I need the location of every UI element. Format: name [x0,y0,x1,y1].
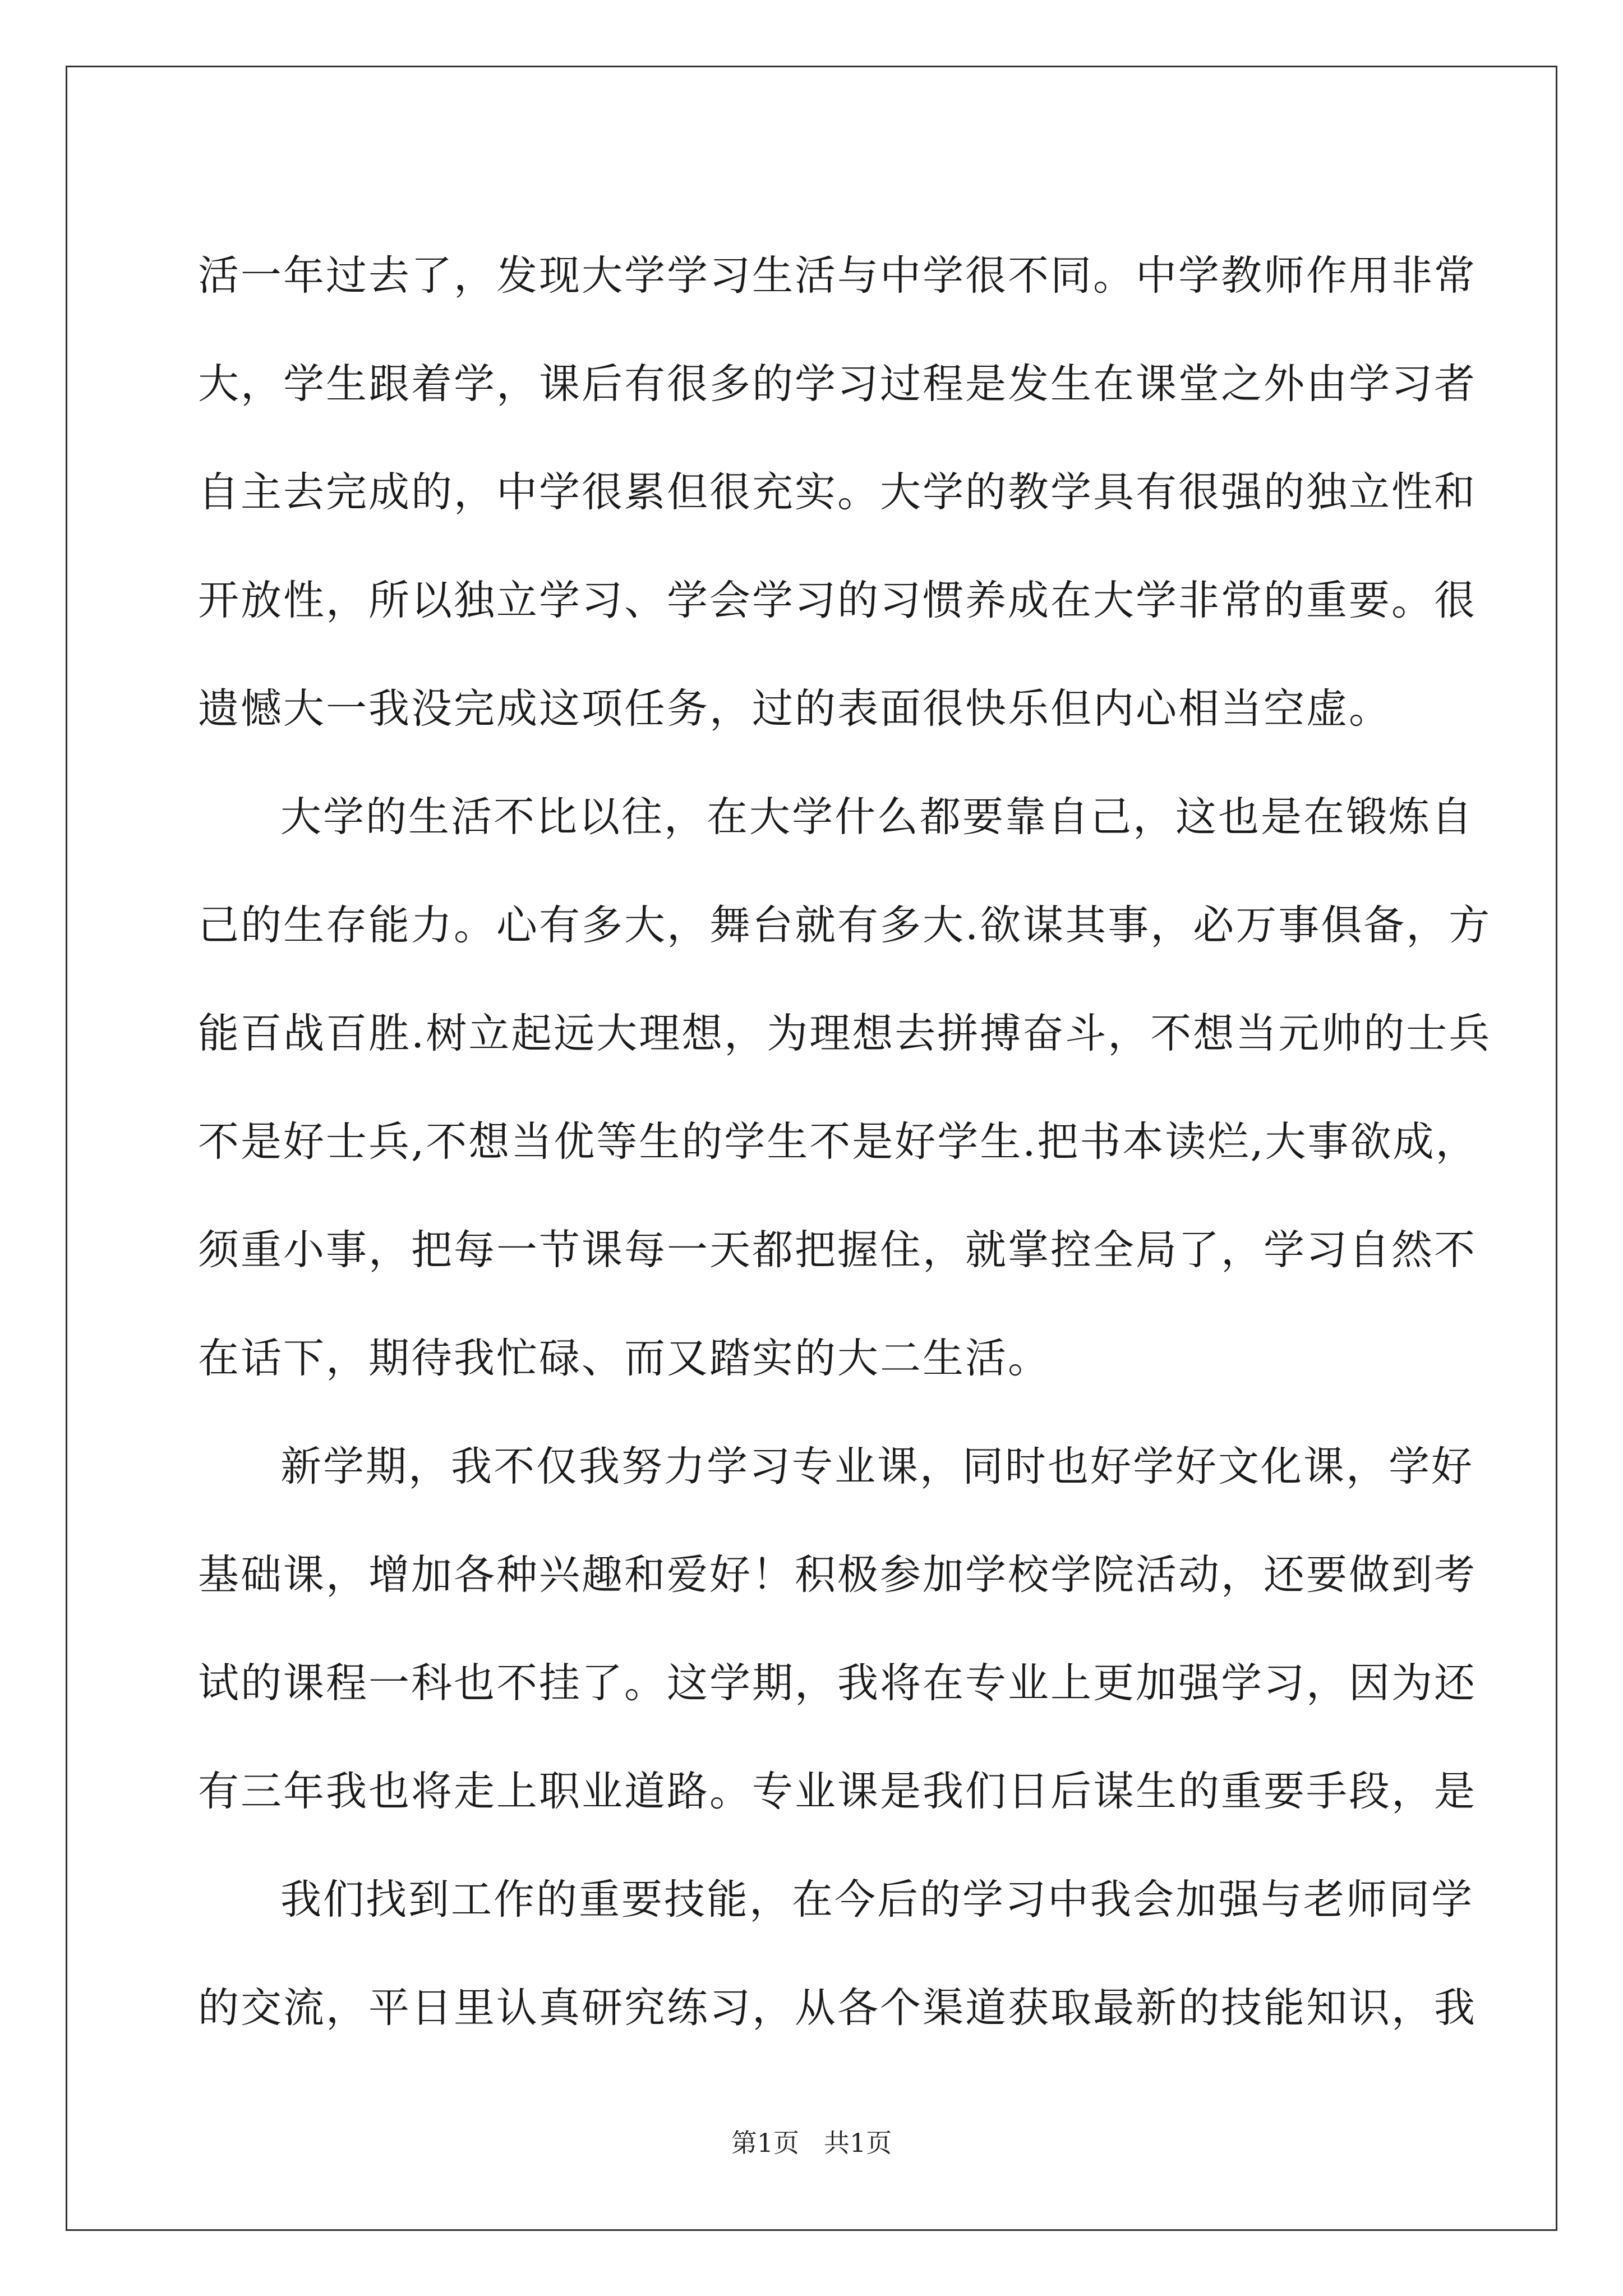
page-footer [0,2126,1623,2160]
text-line: 基础课，增加各种兴趣和爱好！积极参加学校学院活动，还要做到考 [198,1551,1477,1599]
text-line: 的交流，平日里认真研究练习，从各个渠道获取最新的技能知识，我 [198,1984,1477,2032]
paragraph-1 [198,222,1477,763]
text-line: 大，学生跟着学，课后有很多的学习过程是发生在课堂之外由学习者 [198,360,1477,408]
text-line: 自主去完成的，中学很累但很充实。大学的教学具有很强的独立性和 [198,468,1477,516]
text-line: 有三年我也将走上职业道路。专业课是我们日后谋生的重要手段，是 [198,1768,1477,1815]
paragraph-2 [198,763,1492,1412]
paragraph-3 [198,1412,1477,1846]
paragraph-4 [198,1846,1477,2062]
text-line: 大学的生活不比以往，在大学什么都要靠自己，这也是在锻炼自 [280,793,1474,841]
text-line: 能百战百胜.树立起远大理想，为理想去拼搏奋斗，不想当元帅的士兵 [198,1010,1492,1057]
document-body [198,222,1492,2062]
page-total: 共1页 [824,2128,892,2158]
text-line: 开放性，所以独立学习、学会学习的习惯养成在大学非常的重要。很 [198,577,1477,624]
text-line: 我们找到工作的重要技能，在今后的学习中我会加强与老师同学 [280,1876,1474,1924]
text-line: 新学期，我不仅我努力学习专业课，同时也好学好文化课，学好 [280,1443,1474,1490]
text-line: 在话下，期待我忙碌、而又踏实的大二生活。 [198,1335,1050,1382]
text-line: 己的生存能力。心有多大，舞台就有多大.欲谋其事，必万事俱备，方 [198,901,1492,949]
page-number: 第1页 [731,2128,799,2158]
text-line: 活一年过去了，发现大学学习生活与中学很不同。中学教师作用非常 [198,252,1477,300]
text-line: 遗憾大一我没完成这项任务，过的表面很快乐但内心相当空虚。 [198,685,1391,733]
text-line: 试的课程一科也不挂了。这学期，我将在专业上更加强学习，因为还 [198,1659,1477,1707]
text-line: 须重小事，把每一节课每一天都把握住，就掌控全局了，学习自然不 [198,1226,1477,1274]
text-line: 不是好士兵,不想当优等生的学生不是好学生.把书本读烂,大事欲成， [198,1118,1478,1166]
